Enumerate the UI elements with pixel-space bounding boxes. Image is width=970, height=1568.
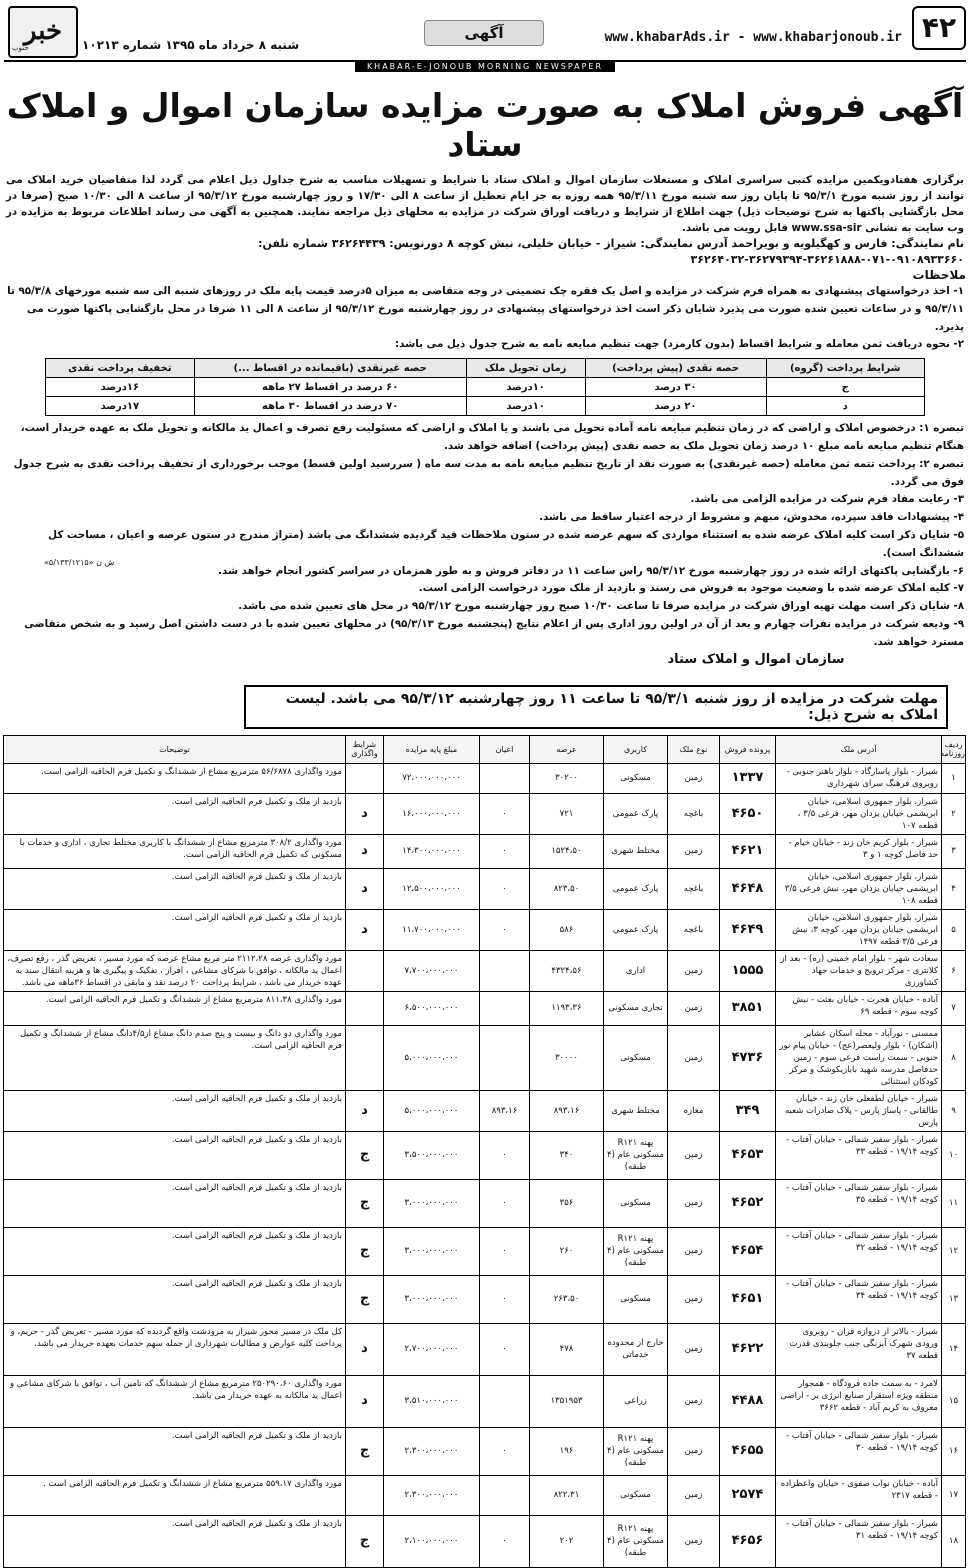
table-cell: ۱۲ [942,1227,966,1275]
table-cell: ۲۶۰ [530,1227,604,1275]
terms-header: حصه نقدی (پیش پرداخت) [585,359,766,378]
table-cell: مسکونی [604,1025,668,1090]
table-cell: لامرد - به سمت جاده فرودگاه - همجوار منطقه ویژه استقرار صنایع انرژی بر - اراضی معروف به کریم آباد - قطعه ۳۶۶۲ [776,1375,942,1427]
table-row [4,1025,966,1090]
table-row [4,1515,966,1567]
notes-title: ملاحظات [912,268,966,282]
table-row [4,868,966,909]
table-cell: د [346,1090,384,1131]
table-cell: ۱۵۵۵ [720,950,776,991]
table-row [4,834,966,868]
table-cell: زمین [668,1427,720,1475]
table-cell: ۲۵۷۴ [720,1475,776,1515]
table-cell: بازدید از ملک و تکمیل فرم الحاقیه الزامی است. [4,1090,346,1131]
table-row [4,1427,966,1475]
table-cell: ۸۹۳،۱۶ [530,1090,604,1131]
table-cell: ۰ [480,1427,530,1475]
table-cell: مسکونی [604,1275,668,1323]
table-cell: ۴۶۴۸ [720,868,776,909]
table-cell: ۲۰۲ [530,1515,604,1567]
table-cell: کل ملک در مسیر محور شیراز به مرودشت واقع گردیده که مورد مسیر - تعریض گذر - حریم، و پرداخت کلیه عوارض و مطالبات شهرداری از جمله سهم خدمات بعهده خریدار می باشد. [4,1323,346,1375]
table-cell: ۰ [480,1515,530,1567]
table-cell: باغچه [668,909,720,950]
table-cell: بازدید از ملک و تکمیل فرم الحاقیه الزامی است. [4,793,346,834]
table-cell: ۳۰۰۰۰ [530,1025,604,1090]
table-cell: مورد واگذاری ۲۵۰۲۹۰،۶۰ مترمربع مشاع از ششدانگ که تامین آب ، توافق با شرکای مشاعی و اعمال ید مالکانه به عهده خریدار می باشد. [4,1375,346,1427]
table-cell: ۴۶۵۰ [720,793,776,834]
table-cell: پهنه R۱۲۱ مسکونی عام (۴ طبقه) [604,1515,668,1567]
table-cell: اداری [604,950,668,991]
table-cell: ۱۴،۳۰۰،۰۰۰،۰۰۰ [384,834,480,868]
table-cell: ۰ [480,834,530,868]
terms-cell: ۳۰ درصد [585,378,766,397]
contact-line: نام نمایندگی: فارس و کهگیلویه و بویراحمد آدرس نمایندگی: شیراز - خیابان خلیلی، نبش کوچه ۸ دورنویس: ۳۶۲۶۴۴۳۹ شماره تلفن: ۰۹۱۰۸۹۳۳۶۶۰-۰۷۱-۳۶۲۶۱۸۸۸-۳۶۲۷۹۳۹۴-۳۶۲۶۴۰۳۲ [258,237,964,266]
table-cell: ۱۳ [942,1275,966,1323]
table-cell: ۱۴ [942,1323,966,1375]
table-cell: خارج از محدوده خدماتی [604,1323,668,1375]
table-cell: زمین [668,991,720,1025]
table-cell: ۴ [942,868,966,909]
table-cell: سعادت شهر - بلوار امام خمینی (ره) - بعد از کلانتری - مرکز ترویج و خدمات جهاد کشاورزی [776,950,942,991]
ad-title: آگهی فروش املاک به صورت مزایده سازمان اموال و املاک ستاد [6,86,964,164]
table-cell: مورد واگذاری ۸۱۱،۳۸ مترمربع مشاع از ششدانگ و تکمیل فرم الحاقیه الزامی است. [4,991,346,1025]
table-cell: مورد واگذاری دو دانگ و بیست و پنج صدم دانگ مشاع از۴/۵دانگ مشاع از ششدانگ و تکمیل فرم الحاقیه الزامی است. [4,1025,346,1090]
table-cell: مورد واگذاری ۳۰۸/۲ مترمربع مشاع از ششدانگ با کاربری مختلط تجاری ، اداری و خدمات با مسکونی که تکمیل فرم الحاقیه الزامی است. [4,834,346,868]
table-cell: ۴۶۵۵ [720,1427,776,1475]
table-cell: ۷ [942,991,966,1025]
table-cell: بازدید از ملک و تکمیل فرم الحاقیه الزامی است. [4,1275,346,1323]
table-cell: بازدید از ملک و تکمیل فرم الحاقیه الزامی است. [4,1131,346,1179]
table-cell: ۴۶۲۲ [720,1323,776,1375]
newspaper-strip: KHABAR-E-JONOUB MORNING NEWSPAPER [355,62,615,72]
table-cell: زمین [668,1515,720,1567]
table-cell: بازدید از ملک و تکمیل فرم الحاقیه الزامی است. [4,1227,346,1275]
table-cell: ۰ [480,909,530,950]
table-cell: ۱۶،۰۰۰،۰۰۰،۰۰۰ [384,793,480,834]
table-cell: زمین [668,1227,720,1275]
table-cell: ۳،۰۰۰،۰۰۰،۰۰۰ [384,1275,480,1323]
terms-header: حصه غیرنقدی (باقیمانده در اقساط ...) [194,359,466,378]
table-cell: بازدید از ملک و تکمیل فرم الحاقیه الزامی است. [4,1179,346,1227]
table-cell: زمین [668,834,720,868]
table-cell: ۴۶۲۱ [720,834,776,868]
terms-cell: ۷۰ درصد در اقساط ۳۰ ماهه [194,397,466,416]
table-cell: ۱۹۶ [530,1427,604,1475]
intro-paragraph: برگزاری هفتادویکمین مزایده کتبی سراسری املاک و مستغلات سازمان اموال و املاک ستاد با شرایط و تسهیلات مناسب به شرح جداول ذیل اعلام می گردد لذا متقاضیان خرید املاک می توانند از روز شنبه مورخ ۹۵/۳/۱ تا پایان روز سه شنبه مورخ ۹۵/۳/۱۱ همه روزه به جز ایام تعطیل از ساعت ۸ الی ۱۷/۳۰ و روز چهارشنبه مورخ ۹۵/۳/۱۲ از ساعت ۸ الی ۱۰/۳۰ صبح (صرفا در محل بازگشایی پاکتها به شرح توضیحات ذیل) جهت اطلاع از شرایط و دریافت اوراق شرکت در مزایده به محلهای ذیل مراجعه نمایند. همچنین به آگهی می رساند اطلاعات مربوط به مزایده در وب سایت به نشانی www.ssa-sir قابل رویت می باشد. [6,174,965,234]
newspaper-page [4,4,966,1559]
table-cell: ۰ [480,1179,530,1227]
table-column-header: شرایط واگذاری [346,735,384,763]
table-cell: ج [346,1131,384,1179]
table-cell [346,1025,384,1090]
table-cell: ۴۷۸ [530,1323,604,1375]
table-cell: پارک عمومی [604,909,668,950]
table-cell: ۱ [942,763,966,793]
table-cell: ۴۶۵۶ [720,1515,776,1567]
table-cell: ۳،۵۰۰،۰۰۰،۰۰۰ [384,1131,480,1179]
table-cell: ۲ [942,793,966,834]
table-column-header: کاربری [604,735,668,763]
table-cell: ۱۶ [942,1427,966,1475]
table-cell: مغازه [668,1090,720,1131]
table-row [4,1179,966,1227]
table-cell: ۳ [942,834,966,868]
table-cell: د [346,1375,384,1427]
table-cell: ج [346,1179,384,1227]
table-cell: ۶ [942,950,966,991]
table-cell: ۱۳۵۱۹۵۳ [530,1375,604,1427]
table-row [4,1375,966,1427]
table-cell: شیراز - بالاتر از دروازه قران - روبروی ورودی شهرک آبزنگی جنب جلوبندی قدرت قطعه ۳۷ [776,1323,942,1375]
table-row [4,1227,966,1275]
table-cell: ۴۶۵۴ [720,1227,776,1275]
table-cell: ۳۴۰ [530,1131,604,1179]
terms-cell: ۶۰ درصد در اقساط ۲۷ ماهه [194,378,466,397]
payment-terms-table [45,358,925,416]
table-cell: ۹ [942,1090,966,1131]
table-cell: ۷۲۱ [530,793,604,834]
table-cell: مورد واگذاری ۵۶/۶۸۷۸ مترمربع مشاع از ششدانگ و تکمیل فرم الحاقیه الزامی است. [4,763,346,793]
table-cell: مختلط شهری [604,834,668,868]
table-row [4,909,966,950]
ad-code: «۵/۱۳۳/۱۲۱۵» ش ن [44,558,115,567]
table-cell: ۰ [480,868,530,909]
table-cell: آباده - خیابان نواب صفوی - خیابان واعظزاده - قطعه ۲۳۱۷ [776,1475,942,1515]
table-cell: ج [346,1515,384,1567]
table-cell: پارک عمومی [604,868,668,909]
table-cell: ۳۸۵۱ [720,991,776,1025]
table-cell: ۱۱ [942,1179,966,1227]
table-cell: ۰ [480,1275,530,1323]
table-cell: زمین [668,950,720,991]
table-cell: ۶،۵۰۰،۰۰۰،۰۰۰ [384,991,480,1025]
table-column-header: توضیحات [4,735,346,763]
table-cell: ممسنی - نورآباد - محله اسکان عشایر (اشکان) - بلوار ولیعصر(عج) - خیابان پیام نور جنوبی - سمت راست فرعی سوم - زمین حدفاصل مدرسه شهید بابازیکوشک و مرکز کودکان استثنائی [776,1025,942,1090]
terms-cell: د [766,397,925,416]
table-cell: ۲،۳۰۰،۰۰۰،۰۰۰ [384,1475,480,1515]
terms-cell: ۱۷درصد [46,397,195,416]
table-cell: شیراز - خیابان لطفعلی خان زند - خیابان طالقانی - پاساژ پارس - پلاک صادرات شعبه پارس [776,1090,942,1131]
table-cell [480,991,530,1025]
table-row [4,1131,966,1179]
table-cell: شیراز، بلوار جمهوری اسلامی، خیابان ابریشمی خیابان یزدان مهر، نبش فرعی ۳/۵ قطعه ۱۰۸ [776,868,942,909]
table-cell: ۲۶۳،۵۰ [530,1275,604,1323]
table-row [4,1275,966,1323]
table-cell: د [346,1323,384,1375]
table-cell: ۱۳۳۷ [720,763,776,793]
property-list-table [3,735,966,1568]
table-cell: بازدید از ملک و تکمیل فرم الحاقیه الزامی است. [4,868,346,909]
table-cell: زراعی [604,1375,668,1427]
table-cell: پهنه R۱۲۱ مسکونی عام (۴ طبقه) [604,1227,668,1275]
note-item: ۷- کلیه املاک عرضه شده با وضعیت موجود به فروش می رسند و بازدید از ملک مورد درخواست الزامی است. [418,582,964,595]
table-cell: بازدید از ملک و تکمیل فرم الحاقیه الزامی است. [4,909,346,950]
note-item: ۵- شایان ذکر است کلیه املاک عرضه شده به استثناء مواردی که سهم عرضه شده در ستون ملاحظات قید گردیده ششدانگ می باشد (متراژ مندرج در ستون عرصه و اعیان ، مساحت کل ششدانگ است). [48,528,964,559]
table-row [4,1323,966,1375]
table-cell: ۳۴۹ [720,1090,776,1131]
table-cell: ۵۸۶ [530,909,604,950]
page-header [4,4,966,62]
table-cell: مورد واگذاری ۵۵۹،۱۷ مترمربع مشاع از ششدانگ و تکمیل فرم الحاقیه الزامی است . [4,1475,346,1515]
terms-row [46,397,925,416]
table-cell: ۴۷۳۶ [720,1025,776,1090]
table-cell: ۵ [942,909,966,950]
table-cell: ۳۵۶ [530,1179,604,1227]
table-cell: ۳۰۲۰۰ [530,763,604,793]
table-column-header: آدرس ملک [776,735,942,763]
table-cell [480,1025,530,1090]
table-column-header: اعیان [480,735,530,763]
table-cell: زمین [668,1179,720,1227]
table-cell: باغچه [668,793,720,834]
table-cell: د [346,834,384,868]
table-cell [480,950,530,991]
table-cell: مورد واگذاری عرصه ۲۱۱۲،۲۸ متر مربع مشاع عرصه که مورد مسیر ، تعریض گذر ، رفع تصرف، اعمال ید مالکانه ، توافق با شرکای مشاعی ، افراز ، تفکیک و پیگیری ها و هزینه انتقال سند به عهده خریدار می باشد ، شرایط پرداخت ۲۰ درصد نقد و مابقی در اقساط ۳۶ماهه می باشد. [4,950,346,991]
table-cell: ۳،۰۰۰،۰۰۰،۰۰۰ [384,1179,480,1227]
table-cell: شیراز - بلوار سفیر شمالی - خیابان آفتاب - کوچه ۱۹/۱۴ - قطعه ۳۲ [776,1227,942,1275]
table-cell: ۷،۷۰۰،۰۰۰،۰۰۰ [384,950,480,991]
table-cell: مسکونی [604,1475,668,1515]
terms-cell: ۲۰ درصد [585,397,766,416]
page-number: ۴۲ [912,6,966,50]
note-item: ۹- ودیعه شرکت در مزایده نفرات چهارم و بعد از آن در اولین روز اداری پس از اعلام نتایج (پنجشنبه مورخ ۹۵/۳/۱۳) در محلهای تعیین شده با در دست داشتن اصل رسید و به شخص متقاضی مسترد خواهد شد. [24,617,964,648]
table-cell: شیراز، بلوار جمهوری اسلامی، خیابان ابریشمی خیابان یزدان مهر، کوچه ۳، نبش فرعی ۳/۵ قطعه ۱۴۹۷ [776,909,942,950]
table-column-header: نوع ملک [668,735,720,763]
table-cell: ۰ [480,1131,530,1179]
terms-cell: ج [766,378,925,397]
table-cell: زمین [668,1375,720,1427]
terms-cell: ۱۰درصد [466,397,585,416]
table-column-header: مبلغ پایه مزایده [384,735,480,763]
table-cell: شیراز - بلوار پاسارگاد - بلوار باهنر جنوبی - روبروی فرهنگ سرای شهرداری [776,763,942,793]
table-cell: د [346,868,384,909]
table-cell [346,991,384,1025]
table-cell: مختلط شهری [604,1090,668,1131]
deadline-banner: مهلت شرکت در مزایده از روز شنبه ۹۵/۳/۱ تا ساعت ۱۱ روز چهارشنبه ۹۵/۳/۱۲ می باشد. لیست املاک به شرح ذیل: [244,685,948,729]
table-cell: زمین [668,1131,720,1179]
table-cell: پهنه R۱۲۱ مسکونی عام (۴ طبقه) [604,1427,668,1475]
table-cell: باغچه [668,868,720,909]
table-column-header: ردیف روزنامه [942,735,966,763]
table-cell [480,763,530,793]
table-cell: ۳،۵۱۰،۰۰۰،۰۰۰ [384,1375,480,1427]
table-cell: شیراز، بلوار جمهوری اسلامی، خیابان ابریشمی خیابان یزدان مهر، فرعی ۳/۵ ، قطعه ۱۰۷ [776,793,942,834]
table-cell: ۴۴۸۸ [720,1375,776,1427]
note-item: ۶- بازگشایی پاکتهای ارائه شده در روز چهارشنبه مورخ ۹۵/۳/۱۲ راس ساعت ۱۱ در دفاتر فروش و به طور همزمان در سراسر کشور انجام خواهد شد. [218,564,964,577]
note-item: تبصره ۱: درخصوص املاک و اراضی که در زمان تنظیم مبایعه نامه آماده تحویل می باشند و یا املاک و اراضی که مسئولیت رفع تصرف و اعمال ید مالکانه و تحویل ملک به عهده خریدار است، هنگام تنظیم مبایعه نامه مبلغ ۱۰ درصد زمان تحویل ملک به حصه نقدی (پیش پرداخت) اضافه خواهد شد. [20,422,964,452]
table-cell: ۲،۳۰۰،۰۰۰،۰۰۰ [384,1427,480,1475]
table-cell: ۰ [480,1323,530,1375]
table-cell: شیراز - بلوار سفیر شمالی - خیابان آفتاب - کوچه ۱۹/۱۴ - قطعه ۳۱ [776,1515,942,1567]
note-item: تبصره ۲: پرداخت تتمه ثمن معامله (حصه غیرنقدی) به صورت نقد از تاریخ تنظیم مبایعه نامه به مدت سه ماه ( سررسید اولین قسط) موجب برخورداری از تخفیف پرداخت نقدی به شرح جدول فوق می گردد. [13,457,964,488]
table-cell: پهنه R۱۲۱ مسکونی عام (۴ طبقه) [604,1131,668,1179]
table-cell [346,1475,384,1515]
table-row [4,1475,966,1515]
terms-cell: ۱۰درصد [466,378,585,397]
table-cell: ۸۲۳،۵۰ [530,868,604,909]
table-cell: ۴۶۵۱ [720,1275,776,1323]
table-cell: ۱۷ [942,1475,966,1515]
table-cell: تجاری مسکونی [604,991,668,1025]
table-cell: زمین [668,1025,720,1090]
table-cell: مسکونی [604,1179,668,1227]
note-item: ۳- رعایت مفاد فرم شرکت در مزایده الزامی می باشد. [690,493,964,506]
table-row [4,793,966,834]
table-cell [346,763,384,793]
table-cell: ج [346,1227,384,1275]
table-cell: ۳،۰۰۰،۰۰۰،۰۰۰ [384,1227,480,1275]
terms-header: تخفیف پرداخت نقدی [46,359,195,378]
table-cell [346,950,384,991]
table-cell: ۱۰ [942,1131,966,1179]
website-links[interactable]: www.khabarAds.ir - www.khabarjonoub.ir [604,30,902,45]
table-cell: ۱۵۲۴،۵۰ [530,834,604,868]
table-cell: ۱۵ [942,1375,966,1427]
table-cell: ۴۶۵۳ [720,1131,776,1179]
table-cell: د [346,909,384,950]
table-cell [480,1375,530,1427]
notes-list [4,420,966,651]
table-cell: ۰ [480,1227,530,1275]
table-cell: شیراز - بلوار کریم خان زند - خیابان خیام - حد فاصل کوچه ۱ و ۳ [776,834,942,868]
table-cell: ۴۳۲۴،۵۶ [530,950,604,991]
table-cell: ۰ [480,793,530,834]
table-cell: شیراز - بلوار سفیر شمالی - خیابان آفتاب - کوچه ۱۹/۱۴ - قطعه ۳۵ [776,1179,942,1227]
terms-cell: ۱۶درصد [46,378,195,397]
table-cell: زمین [668,1275,720,1323]
table-cell: ۱۱۹۳،۳۶ [530,991,604,1025]
table-cell: د [346,793,384,834]
logo-tag: جنوب [12,44,29,52]
section-label: آگهی [424,20,544,46]
table-cell: زمین [668,763,720,793]
table-column-header: عرصه [530,735,604,763]
table-cell: ج [346,1275,384,1323]
table-cell: شیراز - بلوار سفیر شمالی - خیابان آفتاب - کوچه ۱۹/۱۴ - قطعه ۳۰ [776,1427,942,1475]
table-cell: ۵،۰۰۰،۰۰۰،۰۰۰ [384,1090,480,1131]
table-column-header: پرونده فروش [720,735,776,763]
table-cell: بازدید از ملک و تکمیل فرم الحاقیه الزامی است. [4,1427,346,1475]
issue-date: شنبه ۸ خرداد ماه ۱۳۹۵ شماره ۱۰۲۱۳ [82,38,300,52]
table-cell: ۲،۱۰۰،۰۰۰،۰۰۰ [384,1515,480,1567]
table-cell: بازدید از ملک و تکمیل فرم الحاقیه الزامی است. [4,1515,346,1567]
table-cell: ۸ [942,1025,966,1090]
note-item: ۴- پیشنهادات فاقد سپرده، مخدوش، مبهم و مشروط از درجه اعتبار ساقط می باشد. [539,511,964,524]
signature: سازمان اموال و املاک ستاد [667,651,845,667]
table-cell: ۱۲،۵۰۰،۰۰۰،۰۰۰ [384,868,480,909]
table-cell: ۴۶۴۹ [720,909,776,950]
table-cell: پارک عمومی [604,793,668,834]
table-cell: شیراز - بلوار سفیر شمالی - خیابان آفتاب - کوچه ۱۹/۱۴ - قطعه ۳۳ [776,1131,942,1179]
table-cell: ۷۲،۰۰۰،۰۰۰،۰۰۰ [384,763,480,793]
table-row [4,1090,966,1131]
table-cell: ۴۶۵۲ [720,1179,776,1227]
table-header-row [4,735,966,763]
table-cell: ۱۱،۷۰۰،۰۰۰،۰۰۰ [384,909,480,950]
table-row [4,991,966,1025]
table-row [4,950,966,991]
terms-header: زمان تحویل ملک [466,359,585,378]
table-cell: زمین [668,1475,720,1515]
newspaper-logo: خبر [8,6,78,58]
note-1: ۱- اخذ درخواستهای پیشنهادی به همراه فرم شرکت در مزایده و اصل یک فقره چک تضمینی در وجه متقاضی به میزان ۵درصد قیمت پایه ملک در روزهای شنبه الی سه شنبه مورخهای ۹۵/۳/۸ تا ۹۵/۳/۱۱ و در ساعات تعیین شده صورت می پذیرد شایان ذکر است اخذ درخواستهای پیشنهادی در روز چهارشنبه مورخ ۹۵/۳/۱۲ از ساعت ۸ الی ۱۱ صرفا در محل بازگشایی پاکتها صورت می پذیرد. [7,285,964,333]
table-cell: ۲،۷۰۰،۰۰۰،۰۰۰ [384,1323,480,1375]
terms-header: شرایط پرداخت (گروه) [766,359,925,378]
table-cell: ۸۹۳،۱۶ [480,1090,530,1131]
table-cell: ج [346,1427,384,1475]
note-2: ۲- نحوه دریافت ثمن معامله و شرایط اقساط (بدون کارمزد) جهت تنظیم مبایعه نامه به شرح جدول ذیل می باشد: [395,338,964,351]
terms-row [46,378,925,397]
table-row [4,763,966,793]
table-cell [480,1475,530,1515]
table-cell: ۱۸ [942,1515,966,1567]
table-cell: زمین [668,1323,720,1375]
table-cell: ۸۲۲،۳۱ [530,1475,604,1515]
note-item: ۸- شایان ذکر است مهلت تهیه اوراق شرکت در مزایده صرفا تا ساعت ۱۰/۳۰ صبح روز چهارشنبه مورخ ۹۵/۳/۱۲ در محل های تعیین شده می باشد. [238,600,964,613]
table-cell: مسکونی [604,763,668,793]
table-cell: آباده - خیابان هجرت - خیابان بعثت - نبش کوچه سوم - قطعه ۶۹ [776,991,942,1025]
table-cell: ۵،۰۰۰،۰۰۰،۰۰۰ [384,1025,480,1090]
table-cell: شیراز - بلوار سفیر شمالی - خیابان آفتاب - کوچه ۱۹/۱۴ - قطعه ۳۴ [776,1275,942,1323]
